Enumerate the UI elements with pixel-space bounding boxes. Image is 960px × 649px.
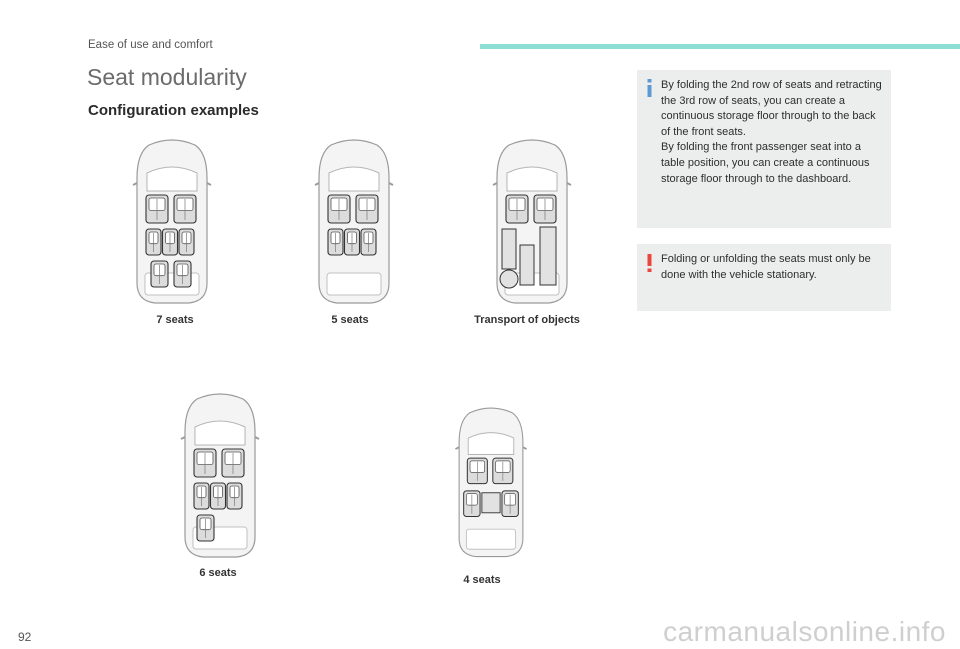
car-outline-6-seats xyxy=(175,387,265,559)
seat-icon xyxy=(174,261,191,287)
seat-icon xyxy=(179,229,194,255)
car-outline-5-seats xyxy=(309,133,399,305)
caption-6-seats: 6 seats xyxy=(199,567,237,579)
seat-icon xyxy=(328,195,350,223)
section-title: Configuration examples xyxy=(88,102,259,119)
seat-icon xyxy=(211,483,226,509)
seat-icon xyxy=(506,195,528,223)
seat-icon xyxy=(467,458,487,484)
seat-icon xyxy=(534,195,556,223)
caption-5-seats: 5 seats xyxy=(331,314,369,326)
caption-7-seats: 7 seats xyxy=(156,314,194,326)
chapter-accent-bar xyxy=(480,44,960,49)
info-paragraph-1: By folding the 2nd row of seats and retracting the 3rd row of seats, you can create a continuous storage floor through to the back of the front seats. xyxy=(661,79,882,138)
seat-icon xyxy=(151,261,168,287)
chapter-label: Ease of use and comfort xyxy=(88,39,213,51)
car-diagram-7-seats xyxy=(127,133,217,305)
seat-icon xyxy=(194,483,209,509)
seat-icon xyxy=(502,491,518,517)
seat-icon xyxy=(345,229,360,255)
car-diagram-5-seats xyxy=(309,133,399,305)
seat-icon xyxy=(356,195,378,223)
warning-icon xyxy=(646,254,653,272)
car-diagram-transport xyxy=(487,133,577,305)
info-paragraph-2: By folding the front passenger seat into a table position, you can create a continuous storage floor through to the dashboard. xyxy=(661,141,870,185)
seat-icon xyxy=(146,195,168,223)
car-outline-4-seats xyxy=(450,394,532,566)
caption-4-seats: 4 seats xyxy=(463,574,501,586)
seat-icon xyxy=(194,449,216,477)
car-outline-7-seats xyxy=(127,133,217,305)
warning-note-text: Folding or unfolding the seats must only be done with the vehicle stationary. xyxy=(661,253,871,281)
watermark: carmanualsonline.info xyxy=(663,616,946,647)
info-note-text xyxy=(661,78,886,187)
warning-note-box xyxy=(637,244,891,311)
seat-icon xyxy=(328,229,343,255)
caption-transport-of-objects: Transport of objects xyxy=(474,314,580,326)
seat-icon xyxy=(493,458,513,484)
page-title: Seat modularity xyxy=(87,64,247,90)
info-icon xyxy=(646,79,653,97)
car-diagram-6-seats xyxy=(175,387,265,559)
seat-icon xyxy=(197,515,214,541)
car-diagram-4-seats xyxy=(450,394,532,566)
car-outline-transport xyxy=(487,133,577,305)
seat-icon xyxy=(146,229,161,255)
seat-icon xyxy=(174,195,196,223)
seat-icon xyxy=(361,229,376,255)
seat-icon xyxy=(227,483,242,509)
info-note-box xyxy=(637,70,891,228)
seat-icon xyxy=(222,449,244,477)
page-number: 92 xyxy=(18,630,32,644)
seat-icon xyxy=(464,491,480,517)
seat-icon xyxy=(163,229,178,255)
